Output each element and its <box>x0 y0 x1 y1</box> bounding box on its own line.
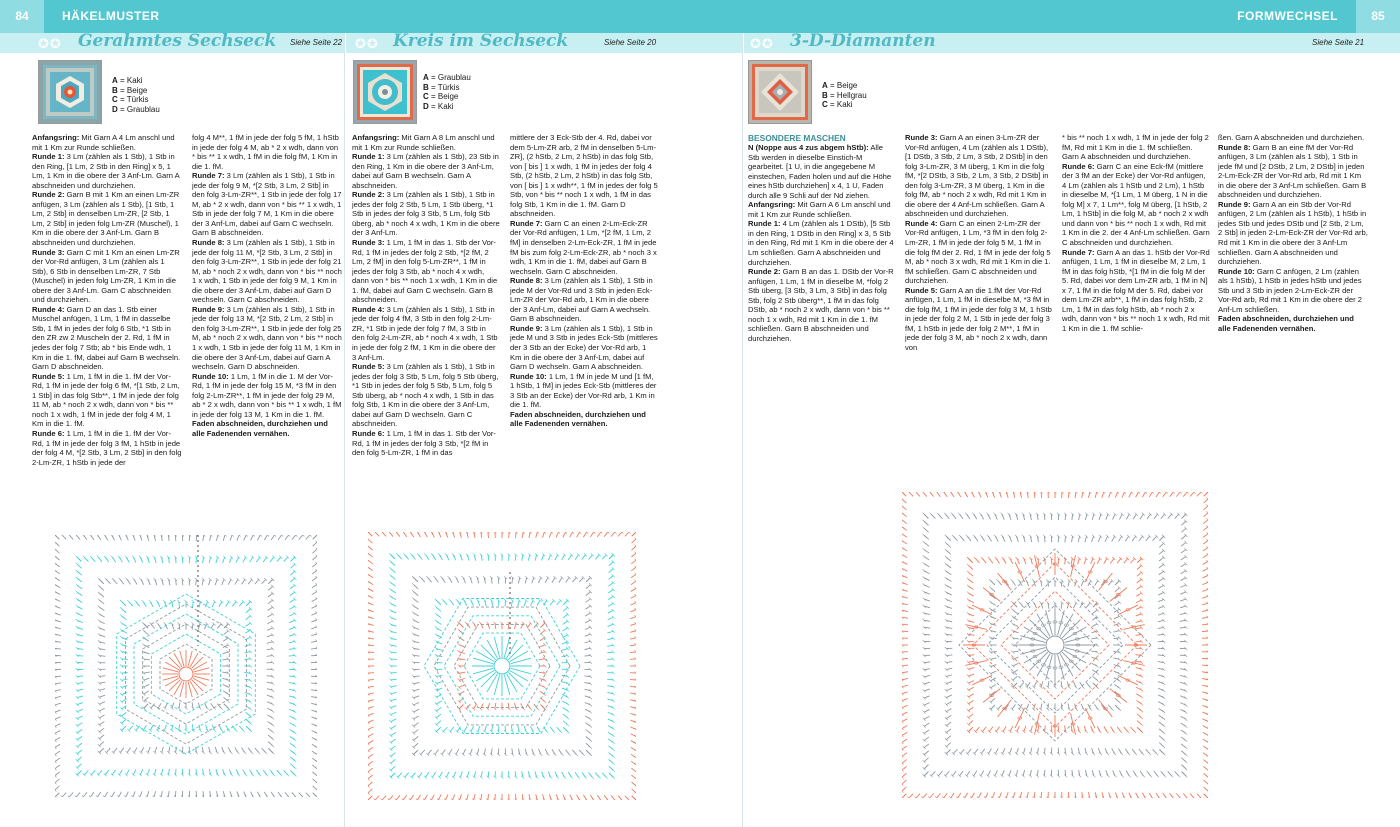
round-label: Runde 10: <box>192 371 229 381</box>
round-text: Garn A an die 1.fM der Vor-Rd anfügen, 1 Lm, 1 fM in dieselbe M, *3 fM in die folg fM, 1 fM in jede der folg 3 M, 1 hStb in jede der folg 2 M, 1 Stb in jede der folg 3 fM, 1 hStb in jede der folg 2 M**, 1 fM in jede der folg 3 M, ab * noch 2 x wdh, dann von <box>905 285 1052 353</box>
running-title-left: HÄKELMUSTER <box>62 9 160 23</box>
round-text: Garn C an einen 2-Lm-Eck-ZR der Vor-Rd anfügen, 1 Lm, *[2 fM, 1 Lm, 2 fM] in denselben 2-Lm-Eck-ZR, 1 fM in jede fM bis zum folg 2-Lm-Eck-ZR, ab * noch 3 x wdh, 1 Km in die 1. fM, dabei auf Garn B wechseln. Garn C abschneiden. <box>510 218 657 276</box>
instruction-paragraph <box>748 267 896 343</box>
instructions-3-col-3 <box>1062 133 1210 333</box>
instructions-1-col-2 <box>192 133 342 439</box>
instruction-paragraph <box>1062 162 1210 248</box>
round-text: Garn A an ein Stb der Vor-Rd anfügen, 2 Lm (zählen als 1 hStb), 1 hStb in jedes Stb und jedes DStb und [2 Stb, 2 Lm, 2 Stb] in jeden 2-Lm-Eck-ZR der Vor-Rd arb, Rd mit 1 Km in die obere der 3 Anf-Lm schließen. Garn A abschneiden und durchziehen. <box>1218 199 1368 267</box>
section-title-2: Kreis im Sechseck <box>393 31 569 51</box>
round-text: Garn A an einen 3-Lm-ZR der Vor-Rd anfügen, 4 Lm (zählen als 1 DStb), [1 DStb, 3 Stb, 2 Lm, 3 Stb, 2 DStb] in den folg 3-Lm-ZR, 3 M überg, 1 Km in die folg fM, *[2 DStb, 3 Stb, 2 Lm, 3 Stb, 2 DStb] in den folg 3-Lm-ZR, 3 M überg, 1 Km in die folg fM, ab * noch 2 x wdh, Rd mit 1 Km in die obere der 4 Anf-Lm schließen. Garn A abschneiden und durchziehen. <box>905 133 1049 219</box>
instruction-paragraph <box>510 219 658 276</box>
color-legend-3 <box>822 81 867 110</box>
instruction-paragraph <box>1218 314 1368 333</box>
instructions-1-col-1 <box>32 133 182 467</box>
instruction-paragraph <box>352 190 500 238</box>
round-label: Runde 8: <box>1218 142 1251 152</box>
round-text: Garn D an das 1. Stb einer Muschel anfügen, 1 Lm, 1 fM in dasselbe Stb, 1 fM in jedes der folg 6 Stb, *1 Stb in den ZR zw 2 Muscheln der 2. Rd, 1 fM in jedes der folg 7 Stb; ab * bis Ende wdh, 1 Km in die 1. fM, dabei auf Garn B wechseln. Garn D abschneiden. <box>32 304 181 372</box>
page-number-left: 84 <box>0 0 44 33</box>
instruction-paragraph <box>1218 200 1368 267</box>
color-legend-2 <box>423 73 471 111</box>
column-divider <box>344 33 345 827</box>
instruction-paragraph <box>748 143 896 200</box>
round-text: Mit Garn A 4 Lm anschl und mit 1 Km zur Runde schließen. <box>32 133 175 152</box>
instruction-paragraph <box>1218 143 1368 200</box>
legend-item: D = Kaki <box>423 101 454 111</box>
round-label: Runde 9: <box>510 323 543 333</box>
round-text: 3 Lm (zählen als 1 Stb), 1 Stb in jede M und 3 Stb in jedes Eck-Stb (mittleres der 3 Stb an der Ecke) der Vor-Rd arb, 1 Km in die obere der 3 Anf-Lm, dabei auf Garn D wechseln. Garn A abschneiden. <box>510 323 658 372</box>
section-title-1: Gerahmtes Sechseck <box>78 31 277 51</box>
round-text: 1 Lm, 1 fM in jede M und [1 fM, 1 hStb, 1 fM] in jedes Eck-Stb (mittleres der 3 Stb an der Ecke) der Vor-Rd arb, 1 Km in die 1. fM. <box>510 371 657 410</box>
round-label: Runde 4: <box>352 304 385 314</box>
instructions-2-col-2 <box>510 133 658 429</box>
instruction-paragraph <box>1062 248 1210 334</box>
round-label: Runde 3: <box>352 238 385 248</box>
round-text: Alle Stb werden in dieselbe Einstich-M gearbeitet. [1 U, in die angegebene M einstechen, Faden holen und auf die Höhe eines hStb durchziehen] x 4, 1 U, Faden durch alle 9 Schli auf der Nd ziehen. <box>748 143 892 200</box>
instruction-paragraph <box>510 133 658 219</box>
instruction-paragraph <box>352 305 500 362</box>
star-icon: ✪✪ <box>38 36 62 51</box>
round-label: Runde 8: <box>510 276 543 286</box>
instruction-paragraph <box>1218 133 1368 143</box>
round-label: Runde 4: <box>905 218 938 228</box>
round-text: ßen. Garn A abschneiden und durchziehen. <box>1218 133 1365 142</box>
instruction-paragraph <box>352 133 500 152</box>
page-gutter <box>742 33 743 827</box>
round-label: Runde 9: <box>192 304 225 314</box>
round-label: Runde 1: <box>352 152 385 162</box>
instruction-paragraph <box>905 133 1053 219</box>
round-label: Runde 6: <box>32 428 65 438</box>
instruction-paragraph <box>192 372 342 420</box>
round-label: Faden abschneiden, durchziehen und alle Fadenenden vernähen. <box>1218 314 1354 333</box>
instructions-2-col-1 <box>352 133 500 458</box>
instruction-paragraph <box>32 152 182 190</box>
instructions-3-col-2 <box>905 133 1053 353</box>
round-label: Runde 9: <box>1218 199 1251 209</box>
color-legend-1 <box>112 76 160 114</box>
round-text: 3 Lm (zählen als 1 Stb), 1 Stb in den Ring, [1 Lm, 2 Stb in den Ring] x 5, 1 Lm, 1 Km in die obere der 3 Anf-Lm. Garn A abschneiden und durchziehen. <box>32 152 180 190</box>
round-label: Runde 3: <box>905 133 938 142</box>
instruction-paragraph <box>32 133 182 152</box>
round-text: 1 Lm, 1 fM in die 1. fM der Vor-Rd, 1 fM in jede der folg 3 fM, 1 hStb in jede der folg 4 M, *[2 Stb, 3 Lm, 2 Stb] in den folg 2-Lm-ZR, 1 hStb in jede der <box>32 428 182 467</box>
instruction-paragraph <box>192 419 342 438</box>
instruction-paragraph <box>905 286 1053 353</box>
round-text: 1 Lm, 1 fM in das 1. Stb der Vor-Rd, 1 fM in jedes der folg 3 Stb, *[2 fM in den folg 5-Lm-ZR, 1 fM in das <box>352 428 496 458</box>
instruction-paragraph <box>352 362 500 429</box>
special-stitches-heading: BESONDERE MASCHEN <box>748 133 846 143</box>
round-text: 3 Lm (zählen als 1 Stb), 1 Stb in jedes der folg 3 Stb, 5 Lm, folg 5 Stb überg, *1 Stb in jedes der folg 5 Stb, 5 Lm, folg 5 Stb überg, ab * noch 4 x wdh, 1 Stb in das folg Stb, 1 Km in die obere der 3 Anf-Lm, dabei auf Garn D wechseln. Garn C abschneiden. <box>352 362 499 429</box>
legend-item: A = Beige <box>822 81 858 90</box>
instruction-paragraph <box>748 200 896 219</box>
header-bar <box>0 0 1400 33</box>
round-label: Runde 1: <box>32 152 65 162</box>
legend-item: C = Kaki <box>822 100 853 110</box>
legend-item: B = Hellgrau <box>822 90 867 100</box>
round-label: Anfangsring: <box>352 133 400 142</box>
round-text: Garn B an das 1. DStb der Vor-R anfügen, 1 Lm, 1 fM in dieselbe M, *folg 2 Stb überg, [3 Stb, 3 Lm, 3 Stb] in das folg Stb, folg 2 Stb überg**, 1 fM in das folg DStb, ab * noch 2 x wdh, dann von * bis ** noch 1 x wdh, Rd mit 1 Km in die 1. fM schließen. Garn B abschneiden und durchziehen. <box>748 267 894 343</box>
round-label: Runde 2: <box>748 267 781 277</box>
instruction-paragraph <box>192 133 342 171</box>
round-text: 1 Lm, 1 fM in die 1. fM der Vor-Rd, 1 fM in jede der folg 6 fM, *[1 Stb, 2 Lm, 1 Stb] in das folg Stb**, 1 fM in jede der folg 11 M, ab * noch 2 x wdh, dann von * bis ** noch 1 x wdh, 1 fM in jede der folg 4 M, 1 Km in die 1. fM. <box>32 371 180 429</box>
round-label: Runde 6: <box>1062 161 1095 171</box>
round-text: Mit Garn A 8 Lm anschl und mit 1 Km zur Runde schließen. <box>352 133 495 152</box>
round-text: 1 Lm, 1 fM in die 1. M der Vor-Rd, 1 fM in jede der folg 15 M, *3 fM in den folg 2-Lm-ZR**, 1 fM in jede der folg 29 M, ab * 2 x wdh, dann von * bis ** 1 x wdh, 1 fM in jede der folg 13 M, 1 Km in die 1. fM. <box>192 371 342 419</box>
instruction-paragraph <box>192 238 342 305</box>
round-label: Runde 7: <box>1062 247 1095 257</box>
see-page-1: Siehe Seite 22 <box>290 38 343 47</box>
round-text: 3 Lm (zählen als 1 Stb), 1 Stb in jede der folg 9 M, *[2 Stb, 3 Lm, 2 Stb] in den folg 3-Lm-ZR**, 1 Stb in jede der folg 17 M, ab * 2 x wdh, dann von * bis ** 1 x wdh, 1 Stb in jede der folg 7 M, 1 Km in die obere der 3 Anf-Lm, dabei auf Garn C wechseln. Garn B abschneiden. <box>192 171 342 238</box>
instruction-paragraph <box>510 276 658 324</box>
round-text: Garn C anfügen, 2 Lm (zählen als 1 hStb), 1 hStb in jedes hStb und jedes Stb und 3 Stb in jeden 2-Lm-Eck-ZR der Vor-Rd arb, Rd mit 1 Km in die obere der 2 Anf-Lm schließen. <box>1218 266 1362 314</box>
round-text: 1 Lm, 1 fM in das 1. Stb der Vor-Rd, 1 fM in jedes der folg 2 Stb, *[2 fM, 2 Lm, 2 fM] in den folg 5-Lm-ZR**, 1 fM in jedes der folg 3 Stb, ab * noch 4 x wdh, dann von * bis ** noch 1 x wdh, 1 Km in die 1. fM, dabei auf Garn C wechseln. Garn B abschneiden. <box>352 238 498 305</box>
round-label: Runde 5: <box>352 362 385 372</box>
instruction-paragraph <box>352 238 500 305</box>
instruction-paragraph <box>510 410 658 429</box>
instruction-paragraph <box>32 305 182 372</box>
round-label: Runde 5: <box>905 285 938 295</box>
legend-item: B = Beige <box>112 85 148 95</box>
round-label: Runde 6: <box>352 428 385 438</box>
legend-item: C = Türkis <box>112 95 149 105</box>
instruction-paragraph <box>748 219 896 267</box>
round-label: Runde 8: <box>192 238 225 248</box>
instruction-paragraph <box>510 372 658 410</box>
section-title-3: 3-D-Diamanten <box>790 31 936 51</box>
round-text: Garn B an eine fM der Vor-Rd anfügen, 3 Lm (zählen als 1 Stb), 1 Stb in jede fM und [2 DStb, 2 Lm, 2 DStb] in jeden 2-Lm-Eck-ZR der Vor-Rd arb, Rd mit 1 Km in die obere der 3 Anf-Lm schließen. Garn B abschneiden und durchziehen. <box>1218 142 1367 200</box>
swatch-photo-1 <box>38 60 102 124</box>
round-label: Runde 10: <box>510 371 547 381</box>
round-text: Garn C mit 1 Km an einen Lm-ZR der Vor-Rd anfügen, 3 Lm (zählen als 1 Stb), 6 Stb in denselben Lm-ZR, 7 Stb (Muschel) in jeden folg Lm-ZR, 1 Km in die obere der 3 Anf-Lm. Garn C abschneiden und durchziehen. <box>32 247 180 305</box>
round-text: Garn C an eine Eck-fM (mittlere der 3 fM an der Ecke) der Vor-Rd anfügen, 4 Lm (zählen als 1 hStb und 2 Lm), 1 hStb in dieselbe M, *[1 Lm, 1 M überg, 1 N in die folg M] x 7, 1 Lm**, folg M überg, [1 hStb, 2 Lm, 1 hStb] in die folg M, ab * noch 2 x wdh und dann von * bis ** noch 1 x wdh, Rd mit 1 Km in die 2. der 4 Anf-Lm schließen. Garn C abschneiden und durchziehen. <box>1062 161 1210 248</box>
running-title-right: FORMWECHSEL <box>1237 9 1338 23</box>
swatch-photo-2 <box>353 60 417 124</box>
crochet-diagram-framed-hexagon <box>55 535 317 797</box>
round-text: Mit Garn A 6 Lm anschl und mit 1 Km zur Runde schließen. <box>748 200 891 219</box>
page-number-right: 85 <box>1356 0 1400 33</box>
instruction-paragraph <box>32 248 182 305</box>
round-label: Runde 5: <box>32 371 65 381</box>
round-label: N (Noppe aus 4 zus abgem hStb): <box>748 143 869 152</box>
round-label: Runde 7: <box>192 171 225 181</box>
round-text: 3 Lm (zählen als 1 Stb), 1 Stb in jede der folg 13 M, *[2 Stb, 2 Lm, 2 Stb] in den folg 3-Lm-ZR**, 1 Stb in jede der folg 25 M, ab * noch 2 x wdh, dann von * bis ** noch 1 x wdh, 1 Stb in jede der folg 11 M, 1 Km in die obere der 3 Anf-Lm, dabei auf Garn A wechseln. Garn D abschneiden. <box>192 304 342 372</box>
instruction-paragraph <box>32 190 182 247</box>
round-text: 3 Lm (zählen als 1 Stb), 1 Stb in jede der folg 4 fM, 3 Stb in den folg 2-Lm-ZR, *1 Stb in jede der folg 7 fM, 3 Stb in den folg 2-Lm-ZR, ab * noch 4 x wdh, 1 Stb in jede der folg 2 fM, 1 Km in die obere der 3 Anf-Lm. <box>352 304 498 362</box>
instruction-paragraph <box>352 152 500 190</box>
round-text: mittlere der 3 Eck-Stb der 4. Rd, dabei vor dem 5-Lm-ZR arb, 2 fM in denselben 5-Lm-ZR], (2 hStb, 2 Lm, 2 hStb) in das folg Stb, von [ bis ] 1 x wdh, 1 fM in jedes der folg 4 Stb, (2 hStb, 2 Lm, 2 hStb) in das folg Stb, von [ bis ] 1 x wdh**, 1 fM in jedes der folg 5 Stb, von * bis ** noch 1 x wdh, 1 fM in das folg Stb, 1 Km in die 1. fM. Garn D abschneiden. <box>510 133 658 219</box>
round-label: Faden abschneiden, durchziehen und alle Fadenenden vernähen. <box>192 419 328 438</box>
round-label: Runde 4: <box>32 304 65 314</box>
legend-item: C = Beige <box>423 92 459 102</box>
round-label: Runde 10: <box>1218 266 1255 276</box>
instruction-paragraph <box>1062 133 1210 162</box>
round-text: 3 Lm (zählen als 1 Stb), 1 Stb in jedes der folg 2 Stb, 5 Lm, 1 Stb überg, *1 Stb in jedes der folg 3 Stb, 5 Lm, folg Stb überg, ab * noch 4 x wdh, 1 Km in die obere der 3 Anf-Lm. <box>352 190 500 238</box>
instruction-paragraph <box>352 429 500 458</box>
instruction-paragraph <box>32 372 182 429</box>
star-icon: ✪✪ <box>355 36 379 51</box>
round-text: 3 Lm (zählen als 1 Stb), 23 Stb in den Ring, 1 Km in die obere der 3 Anf-Lm, dabei auf Garn B wechseln. Garn A abschneiden. <box>352 152 499 190</box>
round-text: 4 Lm (zählen als 1 DStb), [5 Stb in den Ring, 1 DStb in den Ring] x 3, 5 Stb in den Ring, Rd mit 1 Km in die obere der 4 Lm schließen. Garn A abschneiden und durchziehen. <box>748 219 894 267</box>
instructions-3-col-4 <box>1218 133 1368 333</box>
legend-item: B = Türkis <box>423 82 460 92</box>
round-label: Runde 2: <box>32 190 65 200</box>
swatch-photo-3 <box>748 60 812 124</box>
see-page-2: Siehe Seite 20 <box>604 38 657 47</box>
round-text: 3 Lm (zählen als 1 Stb), 1 Stb in jede M der Vor-Rd und 3 Stb in jeden Eck-Lm-ZR der Vor-Rd arb, 1 Km in die obere der 3 Anf-Lm, dabei auf Garn A wechseln. Garn B abschneiden. <box>510 276 653 324</box>
legend-item: A = Kaki <box>112 76 143 85</box>
round-label: Anfangsring: <box>32 133 80 142</box>
round-text: Garn C an einen 2-Lm-ZR der Vor-Rd anfügen, 1 Lm, *3 fM in den folg 2-Lm-ZR, 1 fM in jede der folg 5 M, 1 fM in die folg fM der 2. Rd, 1 fM in jede der folg 5 M, ab * noch 3 x wdh, Rd mit 1 Km in die 1. fM schließen. Garn C abschneiden und durchziehen. <box>905 218 1051 286</box>
round-text: 3 Lm (zählen als 1 Stb), 1 Stb in jede der folg 11 M, *[2 Stb, 3 Lm, 2 Stb] in den folg 3-Lm-ZR**, 1 Stb in jede der folg 21 M, ab * noch 2 x wdh, dann von * bis ** noch 1 x wdh, 1 Stb in jede der folg 9 M, 1 Km in die obere der 3 Anf-Lm, dabei auf Garn D wechseln. Garn C abschneiden. <box>192 238 342 305</box>
instruction-paragraph <box>192 171 342 238</box>
legend-item: A = Graublau <box>423 73 471 82</box>
instruction-paragraph <box>1218 267 1368 315</box>
round-text: folg 4 M**, 1 fM in jede der folg 5 fM, 1 hStb in jede der folg 4 M, ab * 2 x wdh, dann von * bis ** 1 x wdh, 1 fM in die folg fM, 1 Km in die 1. fM. <box>192 133 339 171</box>
star-icon: ✪✪ <box>750 36 774 51</box>
crochet-diagram-3d-diamonds <box>902 492 1208 798</box>
instruction-paragraph <box>192 305 342 372</box>
instruction-paragraph <box>905 219 1053 286</box>
round-label: Runde 3: <box>32 247 65 257</box>
round-text: Garn B mit 1 Km an einen Lm-ZR anfügen, 3 Lm (zählen als 1 Stb), [1 Stb, 1 Lm, 2 Stb] in denselben Lm-ZR, [2 Stb, 1 Lm, 2 Stb] in jeden folg Lm-ZR (Muschel), 1 Km in die obere der 3 Anf-Lm. Garn B abschneiden und durchziehen. <box>32 190 180 248</box>
round-text: Garn A an das 1. hStb der Vor-Rd anfügen, 1 Lm, 1 fM in dieselbe M, 2 Lm, 1 fM in das folg hStb, *[1 fM in die folg M der 5. Rd, dabei vor dem Lm-ZR arb, 1 fM in N] x 7, 1 fM in die folg M der 5. Rd, dabei vor dem Lm-ZR arb**, 1 fM in das folg hStb, 2 Lm, 1 fM in das folg hStb, ab * noch 2 x wdh, dann von * bis ** noch 1 x wdh, Rd mit 1 Km in die 1. fM schlie- <box>1062 247 1210 333</box>
round-label: Runde 2: <box>352 190 385 200</box>
crochet-diagram-circle-in-hexagon <box>368 532 636 800</box>
instructions-3-col-1 <box>748 143 896 343</box>
round-text: * bis ** noch 1 x wdh, 1 fM in jede der folg 2 fM, Rd mit 1 Km in die 1. fM schließen. Garn A abschneiden und durchziehen. <box>1062 133 1209 162</box>
round-label: Anfangsring: <box>748 200 796 210</box>
round-label: Runde 7: <box>510 218 543 228</box>
see-page-3: Siehe Seite 21 <box>1312 38 1365 47</box>
round-label: Runde 1: <box>748 219 781 229</box>
instruction-paragraph <box>32 429 182 467</box>
legend-item: D = Graublau <box>112 104 160 114</box>
instruction-paragraph <box>510 324 658 372</box>
round-label: Faden abschneiden, durchziehen und alle Fadenenden vernähen. <box>510 409 646 429</box>
